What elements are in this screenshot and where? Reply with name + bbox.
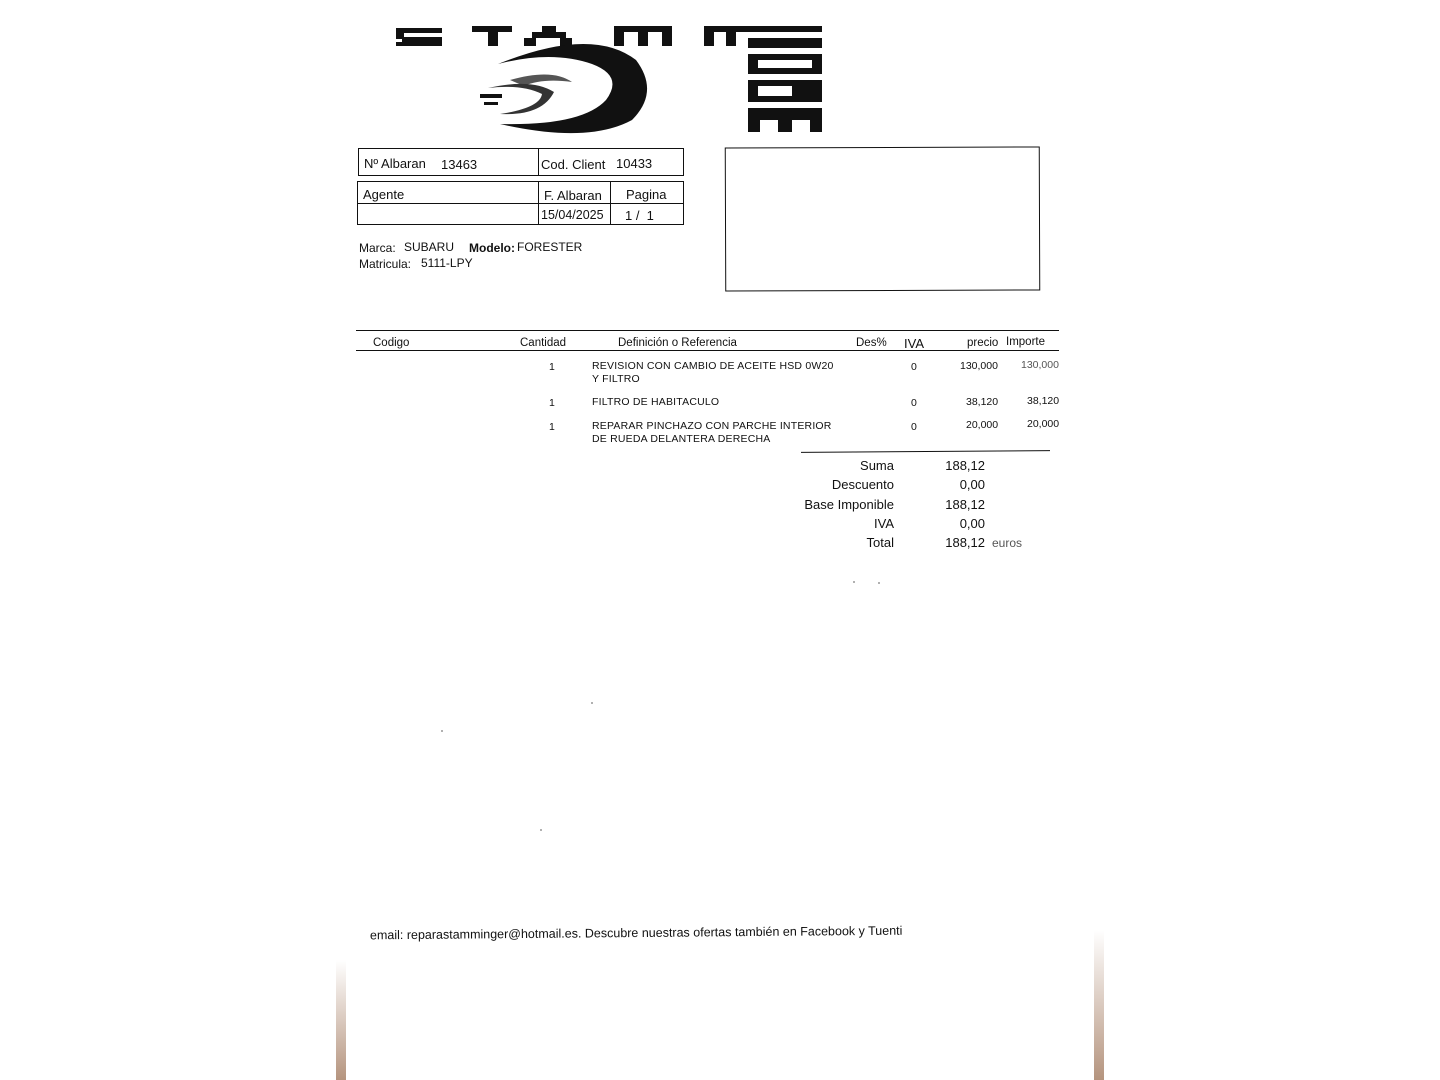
descuento-label: Descuento	[831, 477, 894, 492]
col-precio: precio	[967, 337, 999, 349]
marca-label: Marca:	[359, 241, 396, 255]
page-edge-shadow	[1094, 930, 1104, 1080]
stamminger-logo	[392, 20, 832, 138]
row-2-cantidad: 1	[549, 397, 555, 409]
matricula-label: Matricula:	[359, 257, 412, 271]
base-imponible-label: Base Imponible	[804, 497, 894, 512]
row-1-iva: 0	[911, 361, 917, 373]
speck	[441, 730, 443, 732]
fecha-value: 15/04/2025	[541, 208, 604, 222]
client-label: Cod. Client	[541, 157, 606, 172]
divider	[357, 203, 684, 204]
speck	[540, 829, 542, 831]
currency-label: euros	[992, 536, 1023, 550]
col-cantidad: Cantidad	[520, 337, 567, 349]
row-2-precio: 38,120	[966, 396, 999, 408]
divider	[538, 181, 539, 225]
iva-label: IVA	[874, 516, 894, 531]
total-value: 188,12	[945, 535, 985, 550]
row-3-definicion: REPARAR PINCHAZO CON PARCHE INTERIOR DE RUEDA DELANTERA DERECHA	[592, 420, 832, 445]
row-2-importe: 38,120	[1027, 395, 1060, 407]
client-address-box	[725, 146, 1041, 291]
row-1-definicion: REVISION CON CAMBIO DE ACEITE HSD 0W20 Y FILTRO	[592, 360, 834, 385]
speck	[591, 702, 593, 704]
divider	[538, 148, 539, 176]
modelo-label: Modelo:	[469, 241, 515, 255]
page-edge-shadow	[336, 960, 346, 1080]
matricula-value: 5111-LPY	[421, 256, 473, 270]
albaran-number: 13463	[441, 157, 478, 172]
row-3-cantidad: 1	[549, 421, 555, 433]
col-iva: IVA	[904, 336, 924, 351]
suma-value: 188,12	[945, 458, 985, 473]
marca-value: SUBARU	[404, 240, 455, 254]
row-3-iva: 0	[911, 421, 917, 433]
pagina-label: Pagina	[626, 187, 667, 202]
row-3-importe: 20,000	[1027, 418, 1060, 430]
row-1-importe: 130,000	[1021, 359, 1059, 371]
row-3-precio: 20,000	[966, 419, 999, 431]
fecha-label: F. Albaran	[544, 188, 602, 203]
base-imponible-value: 188,12	[945, 497, 985, 512]
speck	[878, 582, 880, 584]
speck	[853, 581, 855, 583]
table-top-rule	[356, 330, 1059, 331]
row-1-precio: 130,000	[960, 360, 998, 372]
iva-value: 0,00	[959, 516, 985, 531]
col-des: Des%	[856, 337, 887, 349]
col-definicion: Definición o Referencia	[618, 337, 737, 349]
modelo-value: FORESTER	[517, 240, 583, 254]
table-header-rule	[356, 350, 1059, 351]
row-2-iva: 0	[911, 397, 917, 409]
client-code: 10433	[616, 156, 653, 171]
descuento-value: 0,00	[959, 477, 985, 492]
row-1-cantidad: 1	[549, 361, 555, 373]
row-2-definicion: FILTRO DE HABITACULO	[592, 396, 720, 408]
col-importe: Importe	[1006, 336, 1045, 348]
agente-label: Agente	[363, 187, 405, 202]
total-label: Total	[866, 535, 894, 550]
footer-contact: email: reparastamminger@hotmail.es. Descubre nuestras ofertas también en Facebook y Tuenti	[369, 923, 903, 943]
pagina-value: 1 / 1	[625, 208, 654, 223]
col-codigo: Codigo	[373, 337, 410, 349]
divider	[610, 181, 611, 225]
suma-label: Suma	[860, 458, 894, 473]
albaran-label: Nº Albaran	[364, 156, 426, 171]
